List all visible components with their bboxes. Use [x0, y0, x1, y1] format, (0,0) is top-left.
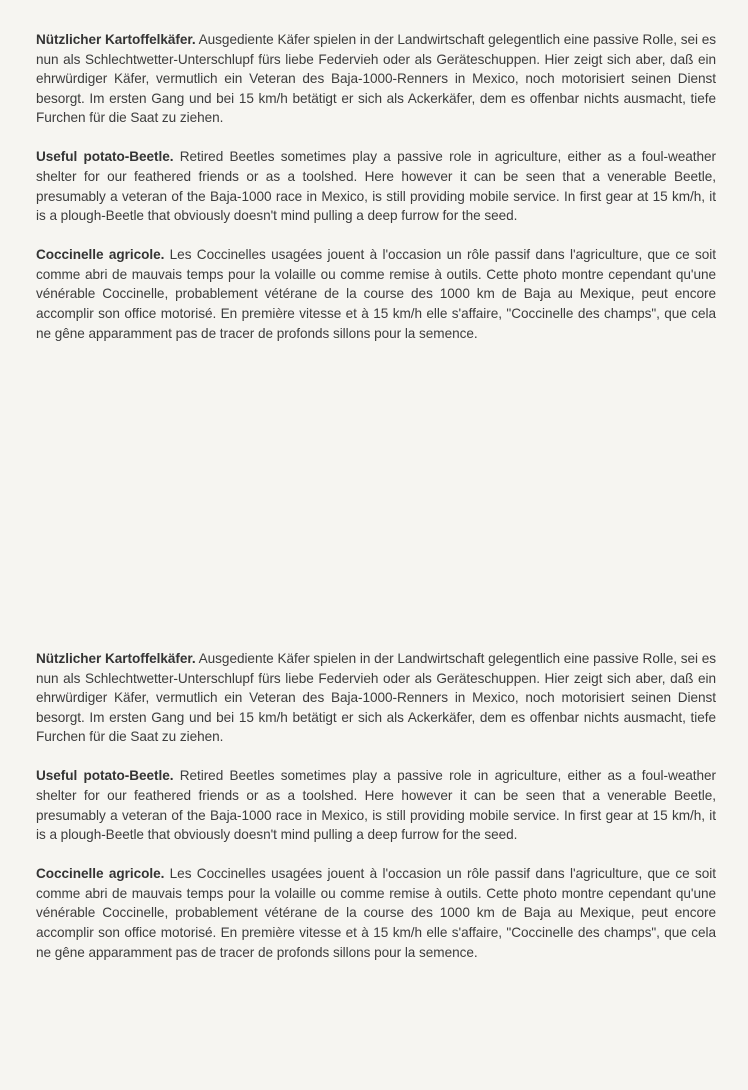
paragraph-lead: Coccinelle agricole.: [36, 866, 165, 882]
paragraph-german: [36, 30, 716, 128]
paragraph-text: Les Coccinelles usagées jouent à l'occasion un rôle passif dans l'agriculture, que ce soit comme abri de mauvais temps pour la volaille ou comme remise à outils. Cette photo montre cependant qu'une vénérable Coccinelle, probablement vétérane de la course des 1000 km de Baja au Mexique, peut encore accomplir son office motorisé. En première vitesse et à 15 km/h elle s'affaire, "Coccinelle des champs", que cela ne gêne apparamment pas de tracer de profonds sillons pour la semence.: [36, 866, 716, 960]
paragraph-english: [36, 766, 716, 844]
paragraph-french: [36, 245, 716, 343]
paragraph-text: Retired Beetles sometimes play a passive role in agriculture, either as a foul-weather shelter for our feathered friends or as a toolshed. Here however it can be seen that a venerable Beetle, presumably a veteran of the Baja-1000 race in Mexico, is still providing mobile service. In first gear at 15 km/h, it is a plough-Beetle that obviously doesn't mind pulling a deep furrow for the seed.: [36, 149, 716, 224]
paragraph-german: [36, 649, 716, 747]
paragraph-lead: Useful potato-Beetle.: [36, 768, 174, 784]
caption-block-top: [36, 30, 716, 343]
paragraph-french: [36, 864, 716, 962]
paragraph-text: Ausgediente Käfer spielen in der Landwirtschaft gelegentlich eine passive Rolle, sei es nun als Schlechtwetter-Unterschlupf fürs liebe Federvieh oder als Geräteschuppen. Hier zeigt sich aber, daß ein ehrwürdiger Käfer, vermutlich ein Veteran des Baja-1000-Renners in Mexico, noch motorisiert seinen Dienst besorgt. Im ersten Gang und bei 15 km/h betätigt er sich als Ackerkäfer, dem es offenbar nichts ausmacht, tiefe Furchen für die Saat zu ziehen.: [36, 32, 717, 126]
paragraph-lead: Coccinelle agricole.: [36, 247, 165, 263]
paragraph-text: Retired Beetles sometimes play a passive role in agriculture, either as a foul-weather shelter for our feathered friends or as a toolshed. Here however it can be seen that a venerable Beetle, presumably a veteran of the Baja-1000 race in Mexico, is still providing mobile service. In first gear at 15 km/h, it is a plough-Beetle that obviously doesn't mind pulling a deep furrow for the seed.: [36, 768, 716, 843]
caption-block-bottom: [36, 649, 716, 962]
paragraph-lead: Nützlicher Kartoffelkäfer.: [36, 651, 196, 666]
paragraph-text: Ausgediente Käfer spielen in der Landwirtschaft gelegentlich eine passive Rolle, sei es nun als Schlechtwetter-Unterschlupf fürs liebe Federvieh oder als Geräteschuppen. Hier zeigt sich aber, daß ein ehrwürdiger Käfer, vermutlich ein Veteran des Baja-1000-Renners in Mexico, noch motorisiert seinen Dienst besorgt. Im ersten Gang und bei 15 km/h betätigt er sich als Ackerkäfer, dem es offenbar nichts ausmacht, tiefe Furchen für die Saat zu ziehen.: [36, 651, 717, 745]
paragraph-lead: Nützlicher Kartoffelkäfer.: [36, 32, 196, 47]
paragraph-lead: Useful potato-Beetle.: [36, 149, 174, 165]
paragraph-english: [36, 147, 716, 225]
paragraph-text: Les Coccinelles usagées jouent à l'occasion un rôle passif dans l'agriculture, que ce soit comme abri de mauvais temps pour la volaille ou comme remise à outils. Cette photo montre cependant qu'une vénérable Coccinelle, probablement vétérane de la course des 1000 km de Baja au Mexique, peut encore accomplir son office motorisé. En première vitesse et à 15 km/h elle s'affaire, "Coccinelle des champs", que cela ne gêne apparamment pas de tracer de profonds sillons pour la semence.: [36, 247, 716, 341]
